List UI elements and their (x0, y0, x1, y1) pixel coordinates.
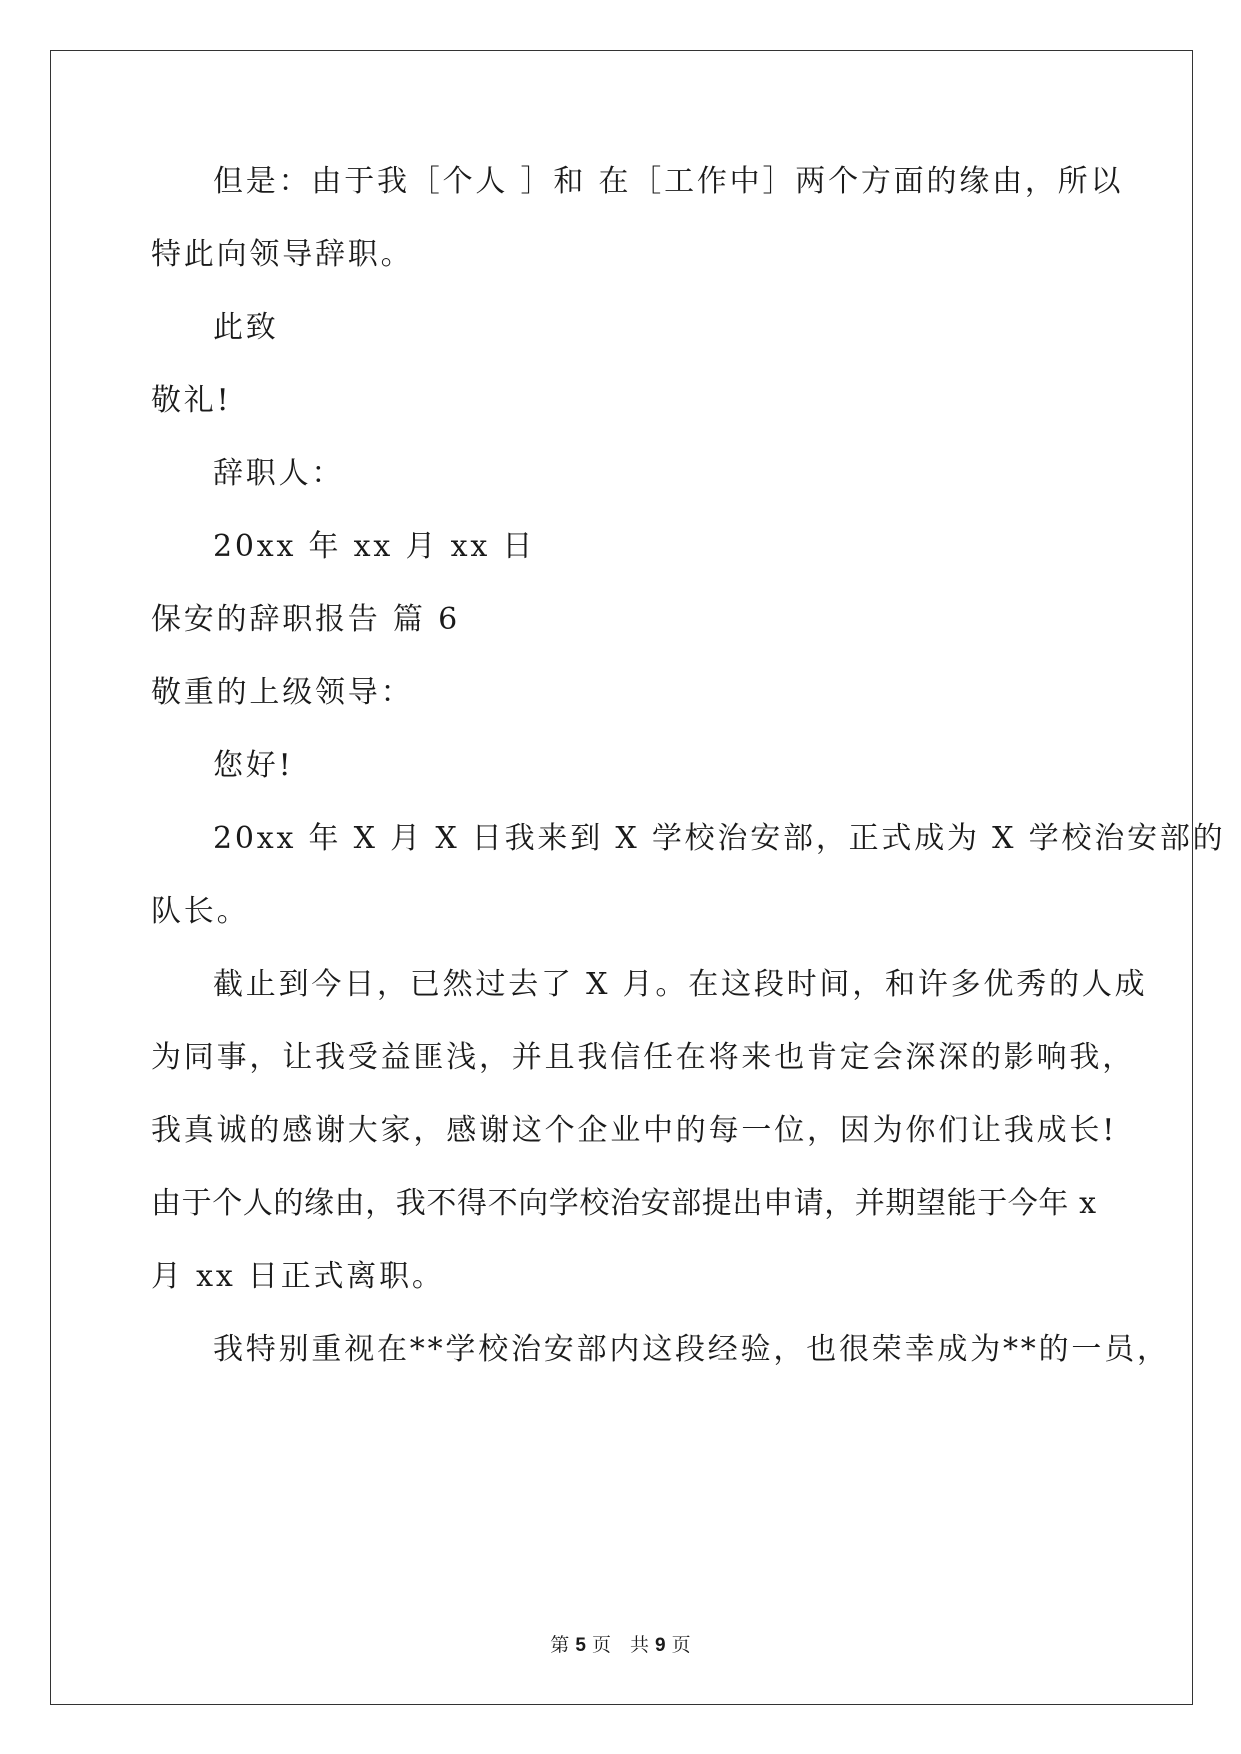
paragraph-line: 由于个人的缘由，我不得不向学校治安部提出申请，并期望能于今年 x (151, 1186, 1097, 1221)
paragraph-line: 我真诚的感谢大家，感谢这个企业中的每一位，因为你们让我成长! (151, 1113, 1118, 1148)
footer-mid: 页 共 (591, 1634, 649, 1656)
footer-prefix: 第 (550, 1634, 570, 1656)
signer-label: 辞职人： (213, 456, 345, 491)
paragraph-line: 但是：由于我［个人 ］和 在［工作中］两个方面的缘由，所以 (213, 164, 1124, 199)
greeting-line: 您好! (213, 748, 294, 783)
current-page-number: 5 (575, 1635, 586, 1656)
paragraph-line: 20xx 年 X 月 X 日我来到 X 学校治安部，正式成为 X 学校治安部的 (213, 821, 1226, 856)
recipient-line: 敬重的上级领导： (151, 675, 414, 710)
paragraph-line: 截止到今日，已然过去了 X 月。在这段时间，和许多优秀的人成 (213, 967, 1148, 1002)
paragraph-line: 特此向领导辞职。 (151, 237, 414, 272)
paragraph-line: 为同事，让我受益匪浅，并且我信任在将来也肯定会深深的影响我， (151, 1040, 1135, 1075)
page-border (50, 50, 1193, 1705)
total-page-number: 9 (655, 1635, 666, 1656)
paragraph-line: 队长。 (151, 894, 250, 929)
footer-suffix: 页 (671, 1634, 691, 1656)
section-heading: 保安的辞职报告 篇 6 (151, 602, 460, 637)
page-footer (0, 1630, 1241, 1657)
paragraph-line: 月 xx 日正式离职。 (151, 1259, 445, 1294)
closing-regards: 敬礼! (151, 383, 232, 418)
date-line: 20xx 年 xx 月 xx 日 (213, 529, 536, 564)
paragraph-line: 我特别重视在**学校治安部内这段经验，也很荣幸成为**的一员， (213, 1332, 1170, 1367)
closing-salutation: 此致 (213, 310, 279, 345)
